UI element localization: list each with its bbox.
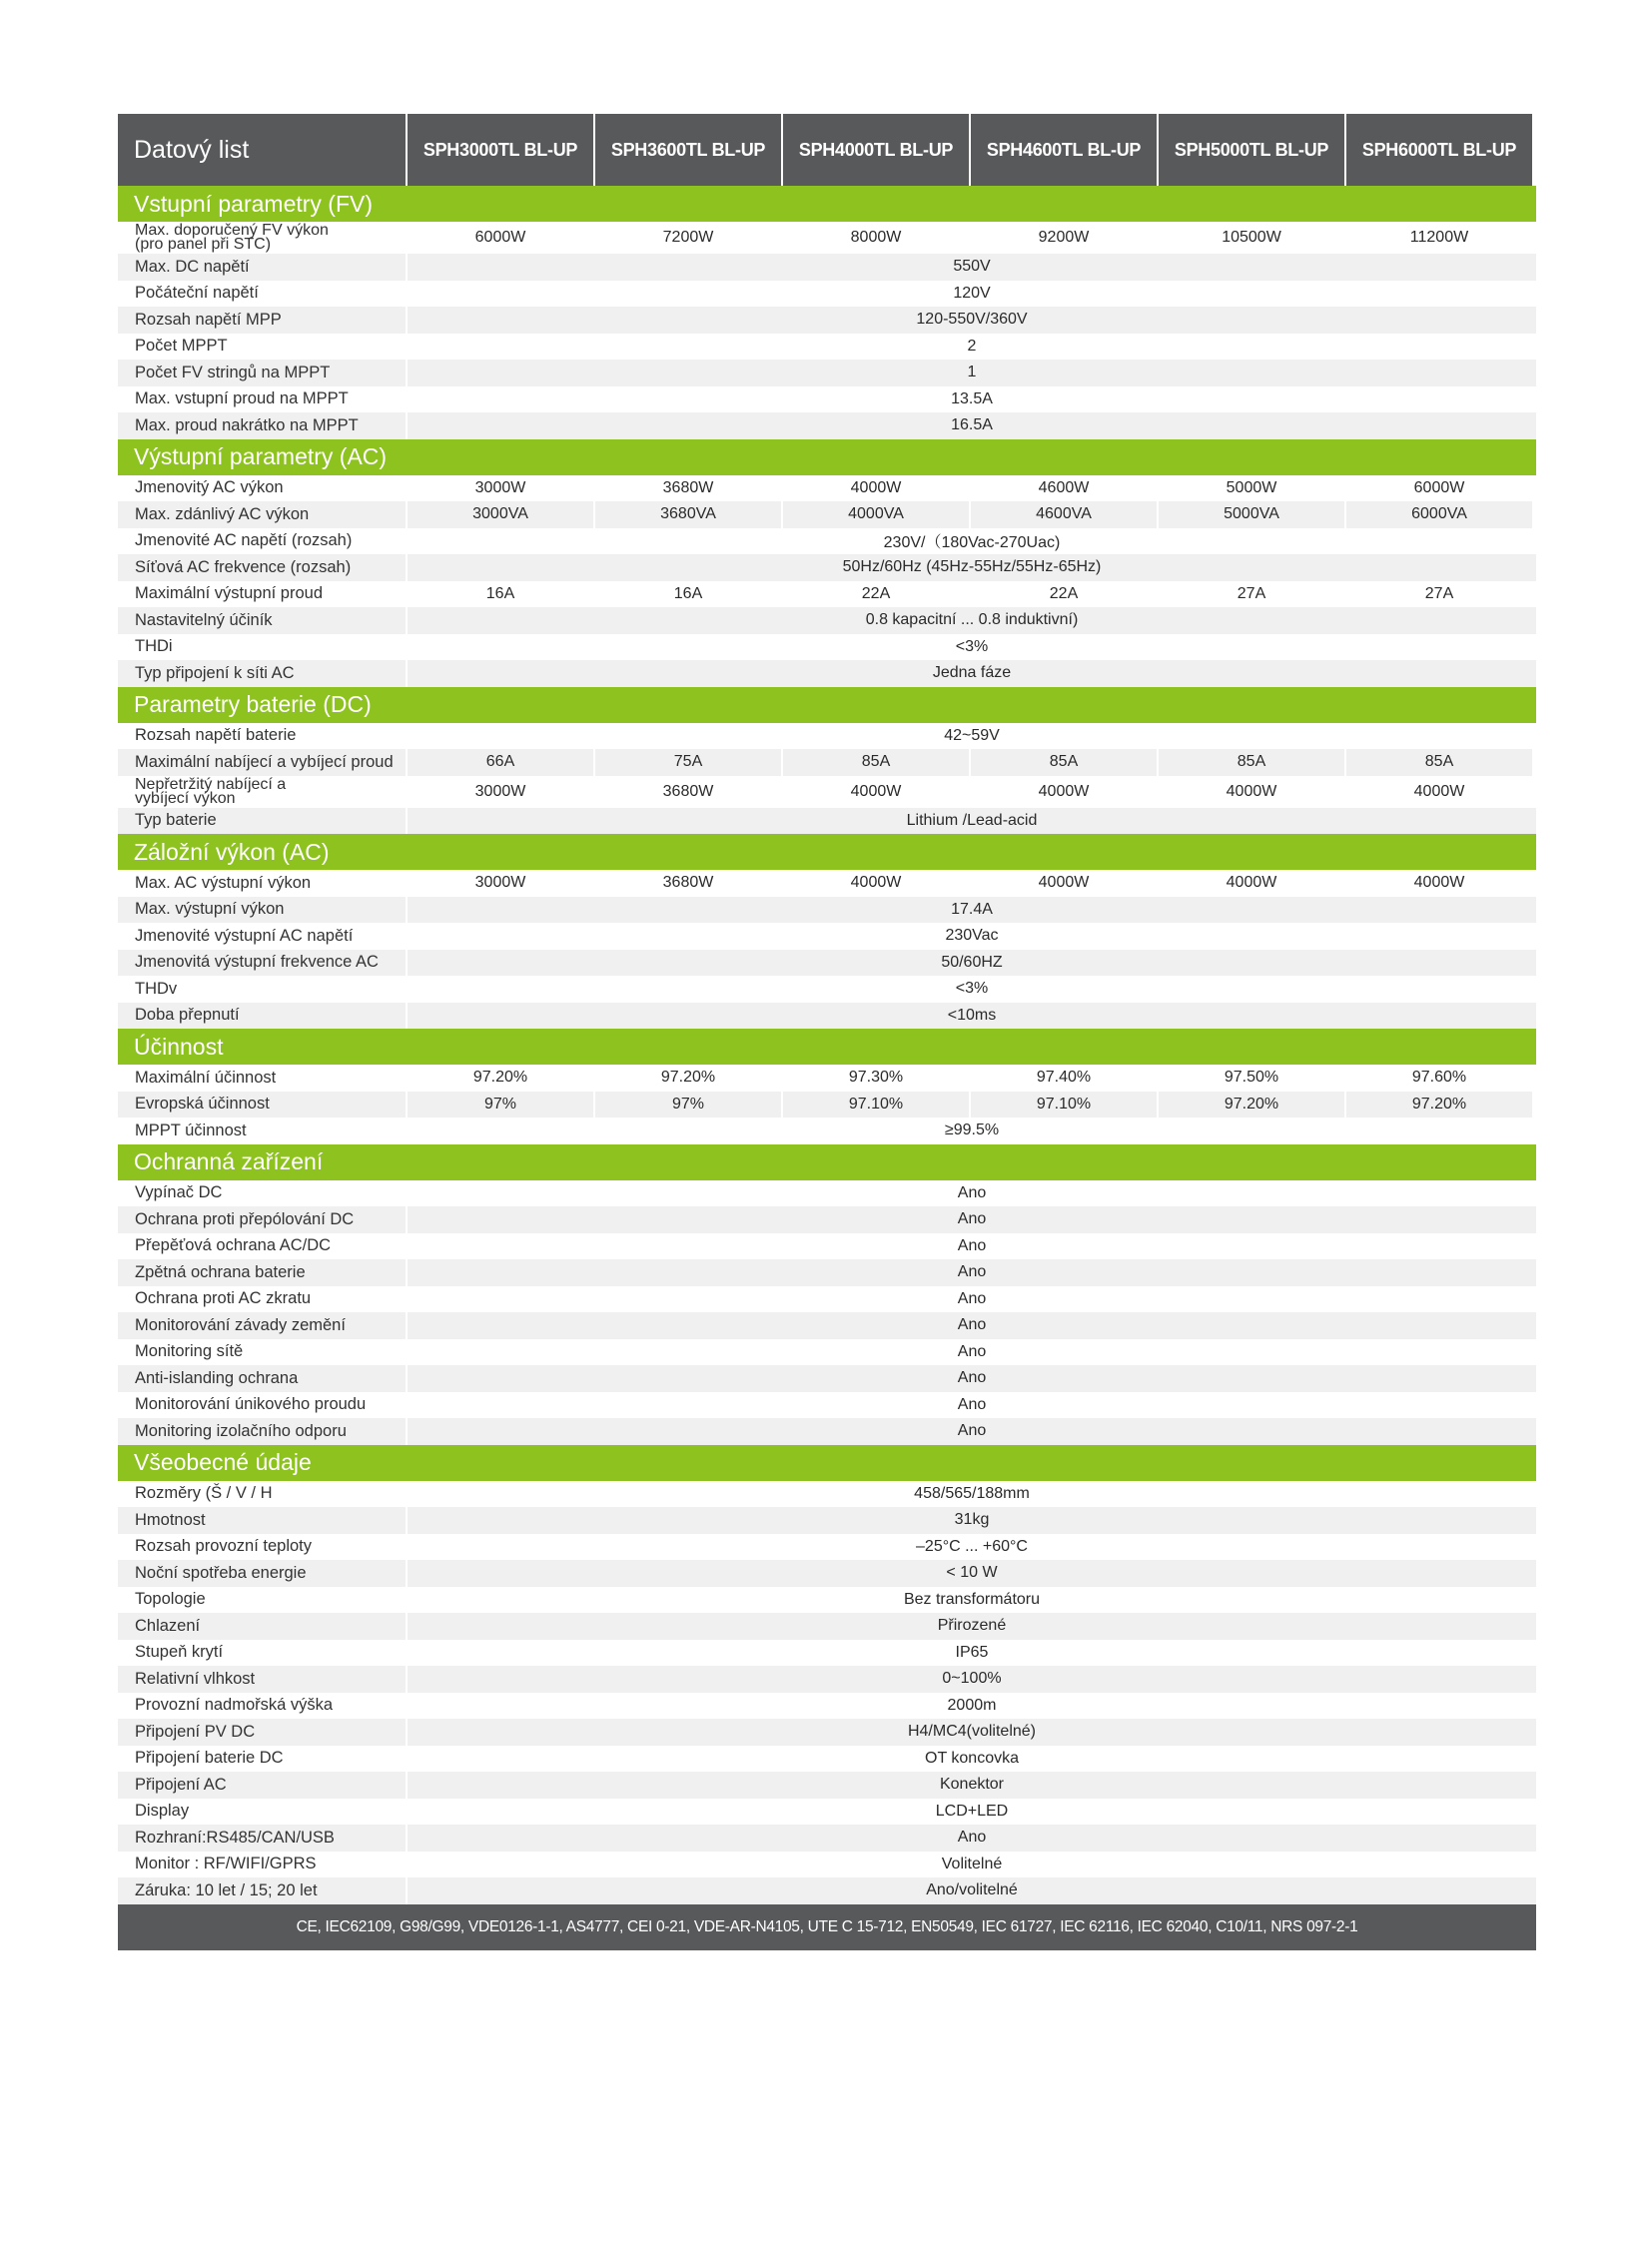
- table-row: [118, 976, 1536, 1003]
- table-row: [118, 1092, 1536, 1119]
- section-header: Parametry baterie (DC): [118, 687, 1536, 723]
- row-label: Maximální výstupní proud: [118, 581, 406, 608]
- table-row: [118, 749, 1536, 776]
- value-cell: 3000W: [408, 475, 593, 502]
- shared-value-cell: Přirozené: [408, 1613, 1536, 1640]
- value-cell: 3000VA: [408, 501, 593, 528]
- table-row: [118, 360, 1536, 386]
- value-cell: 10500W: [1159, 222, 1344, 254]
- row-label: Zpětná ochrana baterie: [118, 1259, 406, 1286]
- table-row: [118, 1418, 1536, 1445]
- shared-value-cell: Ano: [408, 1339, 1536, 1366]
- row-label: Jmenovité výstupní AC napětí: [118, 923, 406, 950]
- shared-value-cell: 1: [408, 360, 1536, 386]
- value-cell: 4000W: [1346, 870, 1532, 897]
- table-row: [118, 281, 1536, 308]
- value-cell: 4600VA: [971, 501, 1157, 528]
- table-row: [118, 1560, 1536, 1587]
- value-cell: 3680W: [595, 870, 781, 897]
- table-row: [118, 581, 1536, 608]
- value-cell: 3680W: [595, 475, 781, 502]
- value-cell: 3000W: [408, 870, 593, 897]
- value-cell: 11200W: [1346, 222, 1532, 254]
- value-cell: 97.20%: [1346, 1092, 1532, 1119]
- row-label: Max. výstupní výkon: [118, 897, 406, 924]
- shared-value-cell: 42~59V: [408, 723, 1536, 750]
- table-row: [118, 607, 1536, 634]
- value-cell: 97%: [408, 1092, 593, 1119]
- shared-value-cell: Ano: [408, 1365, 1536, 1392]
- shared-value-cell: Ano: [408, 1259, 1536, 1286]
- table-row: [118, 475, 1536, 502]
- row-label: Monitoring sítě: [118, 1339, 406, 1366]
- table-row: [118, 634, 1536, 661]
- value-cell: 7200W: [595, 222, 781, 254]
- table-row: [118, 412, 1536, 439]
- value-cell: 4000W: [971, 776, 1157, 808]
- shared-value-cell: 31kg: [408, 1507, 1536, 1534]
- table-row: [118, 1312, 1536, 1339]
- row-label: Počáteční napětí: [118, 281, 406, 308]
- section-header: Ochranná zařízení: [118, 1144, 1536, 1180]
- value-cell: 97.10%: [783, 1092, 969, 1119]
- row-label: Chlazení: [118, 1613, 406, 1640]
- table-row: [118, 1003, 1536, 1030]
- table-row: [118, 1877, 1536, 1904]
- table-row: [118, 334, 1536, 361]
- row-label: Ochrana proti AC zkratu: [118, 1286, 406, 1313]
- model-header: SPH4600TL BL-UP: [971, 114, 1157, 186]
- row-label: Připojení AC: [118, 1772, 406, 1799]
- table-row: [118, 386, 1536, 413]
- table-row: [118, 1852, 1536, 1878]
- value-cell: 4000VA: [783, 501, 969, 528]
- value-cell: 9200W: [971, 222, 1157, 254]
- row-label: Rozsah napětí MPP: [118, 307, 406, 334]
- shared-value-cell: 0.8 kapacitní ... 0.8 induktivní): [408, 607, 1536, 634]
- value-cell: 22A: [783, 581, 969, 608]
- table-row: [118, 1534, 1536, 1561]
- table-row: [118, 528, 1536, 555]
- value-cell: 4000W: [783, 475, 969, 502]
- table-row: [118, 808, 1536, 835]
- table-row: [118, 1799, 1536, 1826]
- table-row: [118, 1719, 1536, 1746]
- row-label: Noční spotřeba energie: [118, 1560, 406, 1587]
- table-row: [118, 222, 1536, 254]
- shared-value-cell: Ano: [408, 1180, 1536, 1207]
- table-row: [118, 501, 1536, 528]
- value-cell: 85A: [1159, 749, 1344, 776]
- row-label: Připojení PV DC: [118, 1719, 406, 1746]
- value-cell: 5000W: [1159, 475, 1344, 502]
- value-cell: 22A: [971, 581, 1157, 608]
- row-label: Monitoring izolačního odporu: [118, 1418, 406, 1445]
- shared-value-cell: Ano: [408, 1312, 1536, 1339]
- shared-value-cell: 2: [408, 334, 1536, 361]
- row-label: Hmotnost: [118, 1507, 406, 1534]
- shared-value-cell: Bez transformátoru: [408, 1587, 1536, 1614]
- table-row: [118, 660, 1536, 687]
- table-row: [118, 1507, 1536, 1534]
- shared-value-cell: LCD+LED: [408, 1799, 1536, 1826]
- table-title: Datový list: [118, 114, 406, 186]
- value-cell: 4000W: [1159, 870, 1344, 897]
- value-cell: 6000W: [408, 222, 593, 254]
- shared-value-cell: 550V: [408, 254, 1536, 281]
- row-label-line: Max. doporučený FV výkon: [135, 222, 329, 239]
- value-cell: 97.50%: [1159, 1065, 1344, 1092]
- table-row: [118, 1339, 1536, 1366]
- row-label: Typ baterie: [118, 808, 406, 835]
- section-header: Výstupní parametry (AC): [118, 439, 1536, 475]
- table-row: [118, 307, 1536, 334]
- section-header: Účinnost: [118, 1029, 1536, 1065]
- row-label: Jmenovitý AC výkon: [118, 475, 406, 502]
- table-row: [118, 554, 1536, 581]
- section-header: Záložní výkon (AC): [118, 834, 1536, 870]
- row-label: Počet MPPT: [118, 334, 406, 361]
- row-label: Evropská účinnost: [118, 1092, 406, 1119]
- shared-value-cell: ≥99.5%: [408, 1118, 1536, 1144]
- shared-value-cell: 50/60HZ: [408, 950, 1536, 977]
- shared-value-cell: <3%: [408, 976, 1536, 1003]
- value-cell: 6000W: [1346, 475, 1532, 502]
- row-label: Topologie: [118, 1587, 406, 1614]
- shared-value-cell: –25°C ... +60°C: [408, 1534, 1536, 1561]
- row-label: MPPT účinnost: [118, 1118, 406, 1144]
- table-row: [118, 776, 1536, 808]
- shared-value-cell: IP65: [408, 1640, 1536, 1667]
- table-row: [118, 1693, 1536, 1720]
- row-label-line: Nepřetržitý nabíjecí a: [135, 775, 287, 793]
- row-label-line: (pro panel při STC): [135, 236, 272, 253]
- value-cell: 97.40%: [971, 1065, 1157, 1092]
- row-label: Provozní nadmořská výška: [118, 1693, 406, 1720]
- shared-value-cell: 16.5A: [408, 412, 1536, 439]
- row-label: Rozměry (Š / V / H: [118, 1481, 406, 1508]
- value-cell: 27A: [1346, 581, 1532, 608]
- shared-value-cell: Ano: [408, 1233, 1536, 1260]
- model-header: SPH4000TL BL-UP: [783, 114, 969, 186]
- row-label: Vypínač DC: [118, 1180, 406, 1207]
- value-cell: 4000W: [1346, 776, 1532, 808]
- table-row: [118, 1180, 1536, 1207]
- table-header: [118, 114, 1536, 186]
- shared-value-cell: 230Vac: [408, 923, 1536, 950]
- row-label: Ochrana proti přepólování DC: [118, 1206, 406, 1233]
- table-row: [118, 1587, 1536, 1614]
- shared-value-cell: Lithium /Lead-acid: [408, 808, 1536, 835]
- row-label: Nastavitelný účiník: [118, 607, 406, 634]
- shared-value-cell: Ano: [408, 1286, 1536, 1313]
- row-label: [118, 776, 406, 808]
- table-row: [118, 897, 1536, 924]
- section-header: Vstupní parametry (FV): [118, 186, 1536, 222]
- row-label: Max. zdánlivý AC výkon: [118, 501, 406, 528]
- value-cell: 16A: [408, 581, 593, 608]
- value-cell: 97.20%: [1159, 1092, 1344, 1119]
- table-row: [118, 1640, 1536, 1667]
- row-label: Max. vstupní proud na MPPT: [118, 386, 406, 413]
- shared-value-cell: < 10 W: [408, 1560, 1536, 1587]
- row-label: Rozhraní:RS485/CAN/USB: [118, 1825, 406, 1852]
- row-label: Max. DC napětí: [118, 254, 406, 281]
- shared-value-cell: 120-550V/360V: [408, 307, 1536, 334]
- shared-value-cell: 2000m: [408, 1693, 1536, 1720]
- row-label-line: vybíjecí výkon: [135, 789, 236, 807]
- row-label: Připojení baterie DC: [118, 1746, 406, 1773]
- value-cell: 4000W: [783, 870, 969, 897]
- row-label: Max. proud nakrátko na MPPT: [118, 412, 406, 439]
- value-cell: 97.60%: [1346, 1065, 1532, 1092]
- value-cell: 97%: [595, 1092, 781, 1119]
- row-label: Monitorování únikového proudu: [118, 1392, 406, 1419]
- value-cell: 97.20%: [595, 1065, 781, 1092]
- row-label: Maximální účinnost: [118, 1065, 406, 1092]
- value-cell: 85A: [1346, 749, 1532, 776]
- value-cell: 3000W: [408, 776, 593, 808]
- shared-value-cell: 13.5A: [408, 386, 1536, 413]
- table-body: [118, 186, 1536, 1904]
- row-label: Přepěťová ochrana AC/DC: [118, 1233, 406, 1260]
- value-cell: 85A: [783, 749, 969, 776]
- row-label: Doba přepnutí: [118, 1003, 406, 1030]
- row-label: Jmenovitá výstupní frekvence AC: [118, 950, 406, 977]
- value-cell: 97.20%: [408, 1065, 593, 1092]
- value-cell: 4000W: [1159, 776, 1344, 808]
- table-row: [118, 1772, 1536, 1799]
- value-cell: 66A: [408, 749, 593, 776]
- value-cell: 97.30%: [783, 1065, 969, 1092]
- row-label: Rozsah napětí baterie: [118, 723, 406, 750]
- shared-value-cell: 230V/（180Vac-270Uac): [408, 528, 1536, 555]
- shared-value-cell: 458/565/188mm: [408, 1481, 1536, 1508]
- value-cell: 3680W: [595, 776, 781, 808]
- table-row: [118, 950, 1536, 977]
- row-label: Monitorování závady zemění: [118, 1312, 406, 1339]
- shared-value-cell: Ano: [408, 1392, 1536, 1419]
- row-label: Max. AC výstupní výkon: [118, 870, 406, 897]
- shared-value-cell: <10ms: [408, 1003, 1536, 1030]
- row-label: Stupeň krytí: [118, 1640, 406, 1667]
- row-label: Počet FV stringů na MPPT: [118, 360, 406, 386]
- value-cell: 85A: [971, 749, 1157, 776]
- datasheet-table: [118, 114, 1536, 1950]
- table-row: [118, 1259, 1536, 1286]
- value-cell: 97.10%: [971, 1092, 1157, 1119]
- value-cell: 75A: [595, 749, 781, 776]
- value-cell: 8000W: [783, 222, 969, 254]
- model-header: SPH6000TL BL-UP: [1346, 114, 1532, 186]
- value-cell: 6000VA: [1346, 501, 1532, 528]
- value-cell: 4000W: [783, 776, 969, 808]
- table-row: [118, 1666, 1536, 1693]
- table-row: [118, 1825, 1536, 1852]
- table-row: [118, 1746, 1536, 1773]
- value-cell: 4600W: [971, 475, 1157, 502]
- row-label: Typ připojení k síti AC: [118, 660, 406, 687]
- table-row: [118, 1613, 1536, 1640]
- shared-value-cell: Ano: [408, 1418, 1536, 1445]
- shared-value-cell: H4/MC4(volitelné): [408, 1719, 1536, 1746]
- shared-value-cell: Ano: [408, 1825, 1536, 1852]
- table-row: [118, 1286, 1536, 1313]
- table-row: [118, 1118, 1536, 1144]
- row-label: Anti-islanding ochrana: [118, 1365, 406, 1392]
- table-row: [118, 254, 1536, 281]
- value-cell: 27A: [1159, 581, 1344, 608]
- table-row: [118, 1206, 1536, 1233]
- shared-value-cell: 50Hz/60Hz (45Hz-55Hz/55Hz-65Hz): [408, 554, 1536, 581]
- table-row: [118, 1365, 1536, 1392]
- value-cell: 5000VA: [1159, 501, 1344, 528]
- section-header: Všeobecné údaje: [118, 1445, 1536, 1481]
- shared-value-cell: Volitelné: [408, 1852, 1536, 1878]
- table-row: [118, 1481, 1536, 1508]
- value-cell: 4000W: [971, 870, 1157, 897]
- row-label: THDi: [118, 634, 406, 661]
- row-label: Síťová AC frekvence (rozsah): [118, 554, 406, 581]
- row-label: Záruka: 10 let / 15; 20 let: [118, 1877, 406, 1904]
- row-label: Maximální nabíjecí a vybíjecí proud: [118, 749, 406, 776]
- row-label: Rozsah provozní teploty: [118, 1534, 406, 1561]
- table-row: [118, 1065, 1536, 1092]
- table-row: [118, 923, 1536, 950]
- row-label: Monitor : RF/WIFI/GPRS: [118, 1852, 406, 1878]
- shared-value-cell: OT koncovka: [408, 1746, 1536, 1773]
- shared-value-cell: Ano/volitelné: [408, 1877, 1536, 1904]
- shared-value-cell: <3%: [408, 634, 1536, 661]
- shared-value-cell: Ano: [408, 1206, 1536, 1233]
- model-header: SPH3000TL BL-UP: [408, 114, 593, 186]
- shared-value-cell: Jedna fáze: [408, 660, 1536, 687]
- table-row: [118, 870, 1536, 897]
- row-label: Relativní vlhkost: [118, 1666, 406, 1693]
- row-label: THDv: [118, 976, 406, 1003]
- certifications-footer: CE, IEC62109, G98/G99, VDE0126-1-1, AS4777, CEI 0-21, VDE-AR-N4105, UTE C 15-712, EN50549, IEC 61727, IEC 62116, IEC 62040, C10/11, NRS 097-2-1: [118, 1904, 1536, 1950]
- shared-value-cell: Konektor: [408, 1772, 1536, 1799]
- value-cell: 3680VA: [595, 501, 781, 528]
- value-cell: 16A: [595, 581, 781, 608]
- model-header: SPH5000TL BL-UP: [1159, 114, 1344, 186]
- shared-value-cell: 17.4A: [408, 897, 1536, 924]
- table-row: [118, 1392, 1536, 1419]
- row-label: [118, 222, 406, 254]
- row-label: Display: [118, 1799, 406, 1826]
- shared-value-cell: 0~100%: [408, 1666, 1536, 1693]
- model-header: SPH3600TL BL-UP: [595, 114, 781, 186]
- row-label: Jmenovité AC napětí (rozsah): [118, 528, 406, 555]
- shared-value-cell: 120V: [408, 281, 1536, 308]
- table-row: [118, 723, 1536, 750]
- table-row: [118, 1233, 1536, 1260]
